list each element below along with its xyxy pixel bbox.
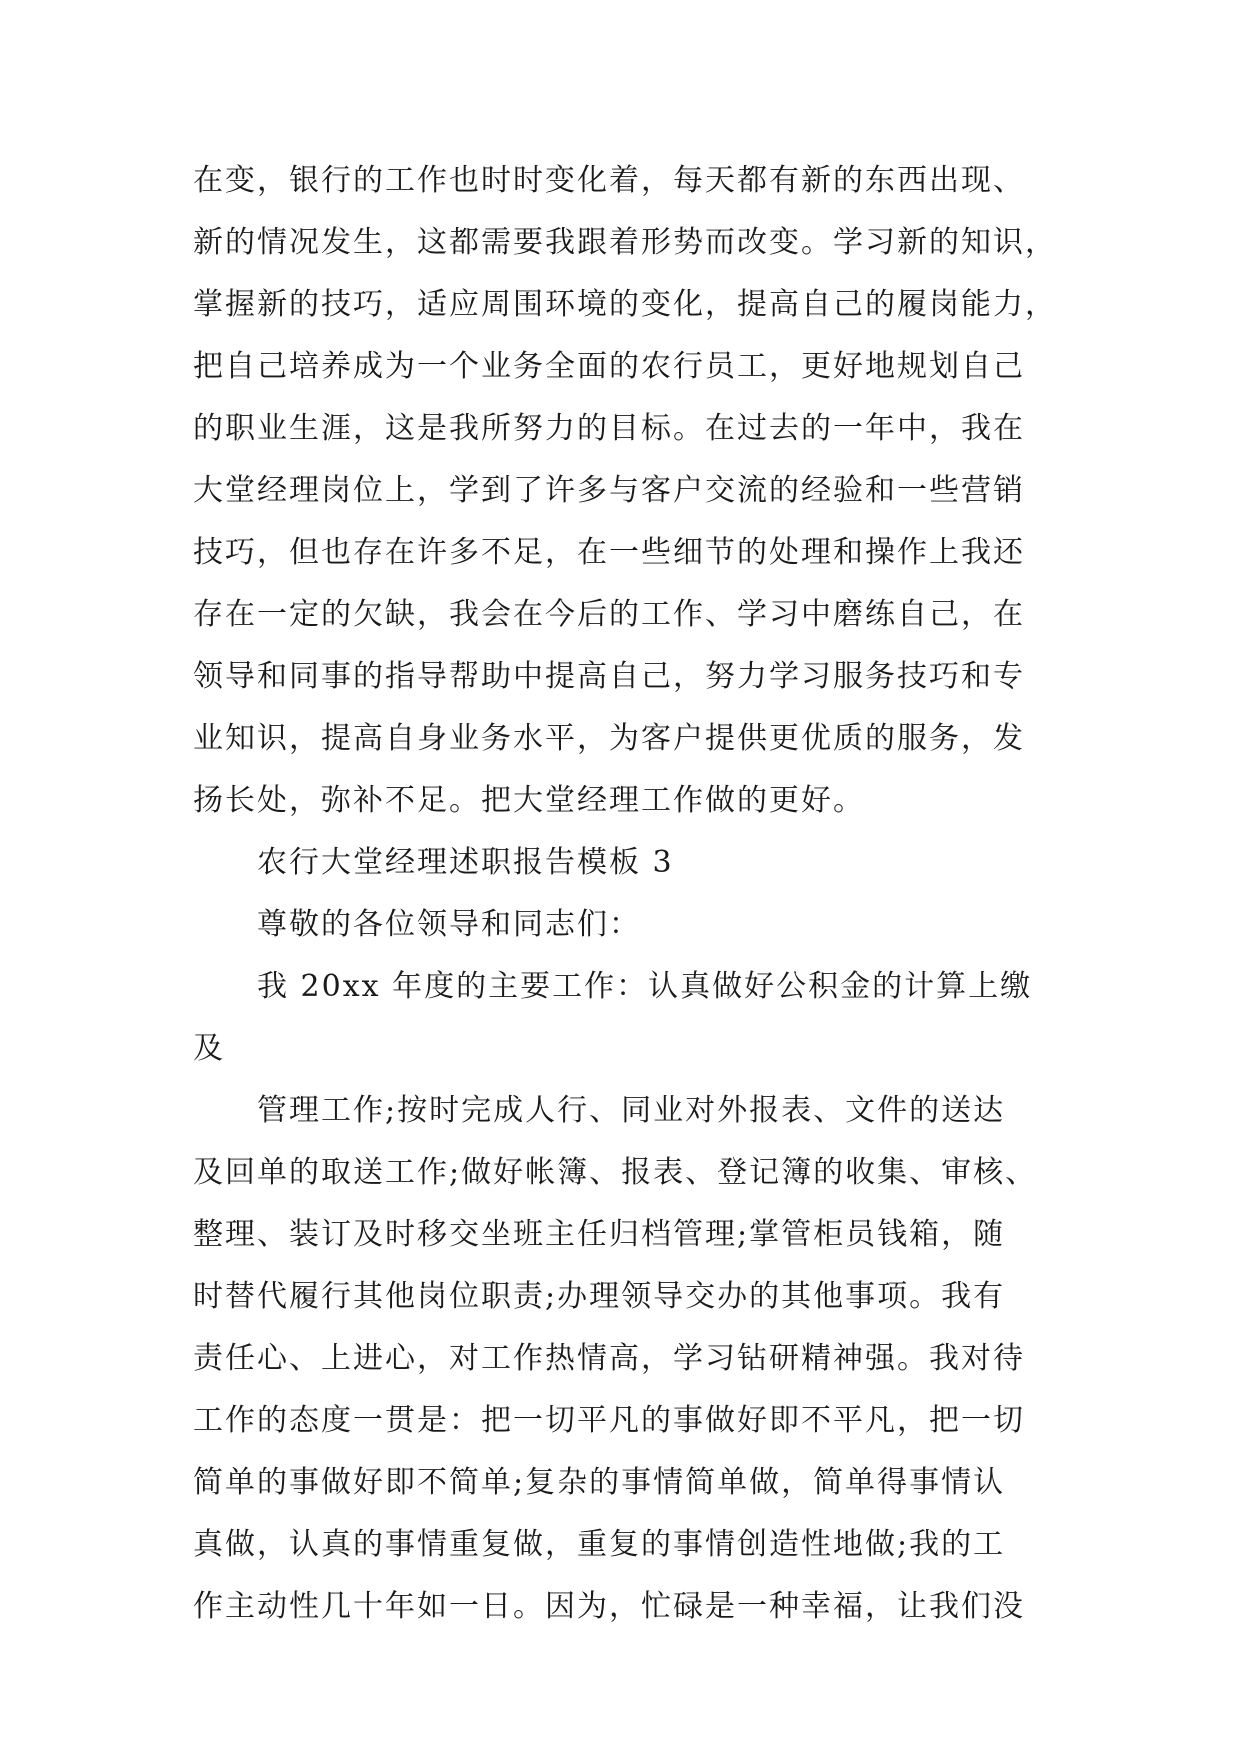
text-line: 作主动性几十年如一日。因为，忙碌是一种幸福，让我们没 [193, 1589, 1025, 1624]
text-line: 存在一定的欠缺，我会在今后的工作、学习中磨练自己，在 [193, 597, 1025, 632]
text-line: 农行大堂经理述职报告模板 3 [257, 845, 674, 880]
text-line: 在变，银行的工作也时时变化着，每天都有新的东西出现、 [193, 163, 1025, 198]
text-line: 扬长处，弥补不足。把大堂经理工作做的更好。 [193, 783, 865, 818]
text-line: 责任心、上进心，对工作热情高，学习钻研精神强。我对待 [193, 1341, 1025, 1376]
text-line: 及回单的取送工作;做好帐簿、报表、登记簿的收集、审核、 [193, 1155, 1038, 1190]
text-line: 业知识，提高自身业务水平，为客户提供更优质的服务，发 [193, 721, 1025, 756]
text-line: 掌握新的技巧，适应周围环境的变化，提高自己的履岗能力， [193, 287, 1057, 322]
text-line: 把自己培养成为一个业务全面的农行员工，更好地规划自己 [193, 349, 1025, 384]
text-line: 及 [193, 1031, 225, 1066]
text-line: 时替代履行其他岗位职责;办理领导交办的其他事项。我有 [193, 1279, 1006, 1314]
body-text [193, 150, 1073, 1638]
text-line: 管理工作;按时完成人行、同业对外报表、文件的送达 [257, 1093, 1006, 1128]
text-line: 我 20xx 年度的主要工作：认真做好公积金的计算上缴 [257, 969, 1033, 1004]
text-line: 真做，认真的事情重复做，重复的事情创造性地做;我的工 [193, 1527, 1006, 1562]
text-line: 大堂经理岗位上，学到了许多与客户交流的经验和一些营销 [193, 473, 1025, 508]
text-line: 的职业生涯，这是我所努力的目标。在过去的一年中，我在 [193, 411, 1025, 446]
text-line: 简单的事做好即不简单;复杂的事情简单做，简单得事情认 [193, 1465, 1006, 1500]
text-line: 新的情况发生，这都需要我跟着形势而改变。学习新的知识， [193, 225, 1057, 260]
text-line: 领导和同事的指导帮助中提高自己，努力学习服务技巧和专 [193, 659, 1025, 694]
text-line: 整理、装订及时移交坐班主任归档管理;掌管柜员钱箱，随 [193, 1217, 1006, 1252]
text-line: 工作的态度一贯是：把一切平凡的事做好即不平凡，把一切 [193, 1403, 1025, 1438]
text-line: 技巧，但也存在许多不足，在一些细节的处理和操作上我还 [193, 535, 1025, 570]
text-line: 尊敬的各位领导和同志们： [257, 907, 641, 942]
